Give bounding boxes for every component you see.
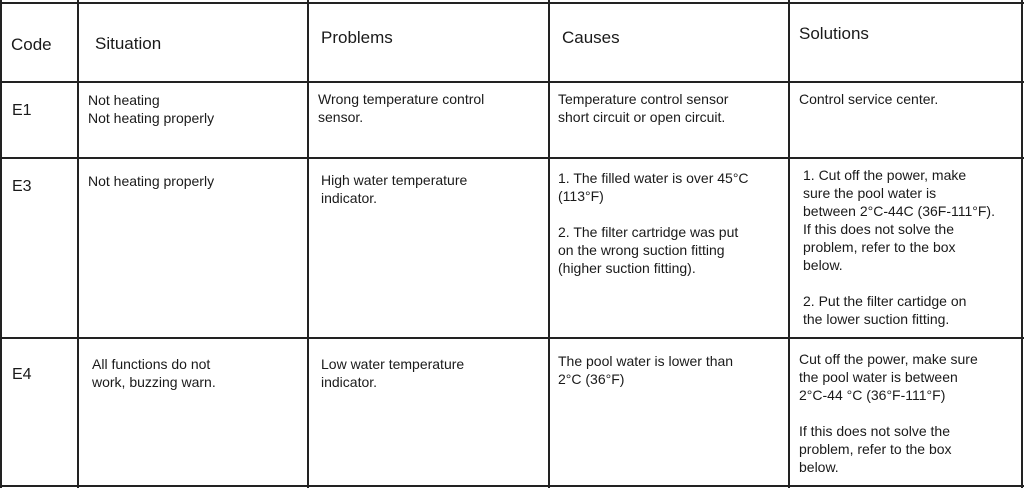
header-causes: Causes [562,28,620,47]
column-divider-code [77,0,79,488]
table-border-bottom [0,485,1024,487]
header-situation: Situation [95,34,162,53]
row-e3-situation: Not heating properly [88,173,215,189]
header-code: Code [11,35,52,54]
column-divider-problems [548,0,550,488]
table-border-right [1021,0,1023,488]
row-e1-causes: Temperature control sensor short circuit or open circuit. [558,91,729,125]
column-divider-situation [307,0,309,488]
column-divider-causes [788,0,790,488]
row-e1-problems: Wrong temperature control sensor. [318,91,485,125]
row-e4-causes: The pool water is lower than 2°C (36°F) [558,353,734,387]
row-e4-code: E4 [12,366,32,383]
header-solutions: Solutions [799,24,869,43]
header-problems: Problems [321,28,393,47]
table-border-left [0,0,2,488]
row-e3-causes: 1. The filled water is over 45°C (113°F) 2. The filter cartridge was put on the wrong suction fitting (higher suction fitting). [558,170,749,276]
table-border-top [0,2,1024,4]
row-divider-e1 [0,157,1024,159]
row-e4-problems: Low water temperature indicator. [321,356,465,390]
row-e3-solutions: 1. Cut off the power, make sure the pool water is between 2°C-44C (36F-111°F). If this does not solve the problem, refer to the box below. 2. Put the filter cartidge on the lower suction fitting. [803,167,995,327]
row-e3-code: E3 [12,178,32,195]
row-e4-solutions: Cut off the power, make sure the pool water is between 2°C-44 °C (36°F-111°F) If this does not solve the problem, refer to the box below. [799,351,978,475]
row-divider-e3 [0,337,1024,339]
row-e1-code: E1 [12,102,32,119]
row-e1-situation: Not heating Not heating properly [88,92,215,126]
row-e4-situation: All functions do not work, buzzing warn. [92,356,216,390]
row-e1-solutions: Control service center. [799,91,939,107]
row-e3-problems: High water temperature indicator. [321,172,468,206]
row-divider-header [0,81,1024,83]
